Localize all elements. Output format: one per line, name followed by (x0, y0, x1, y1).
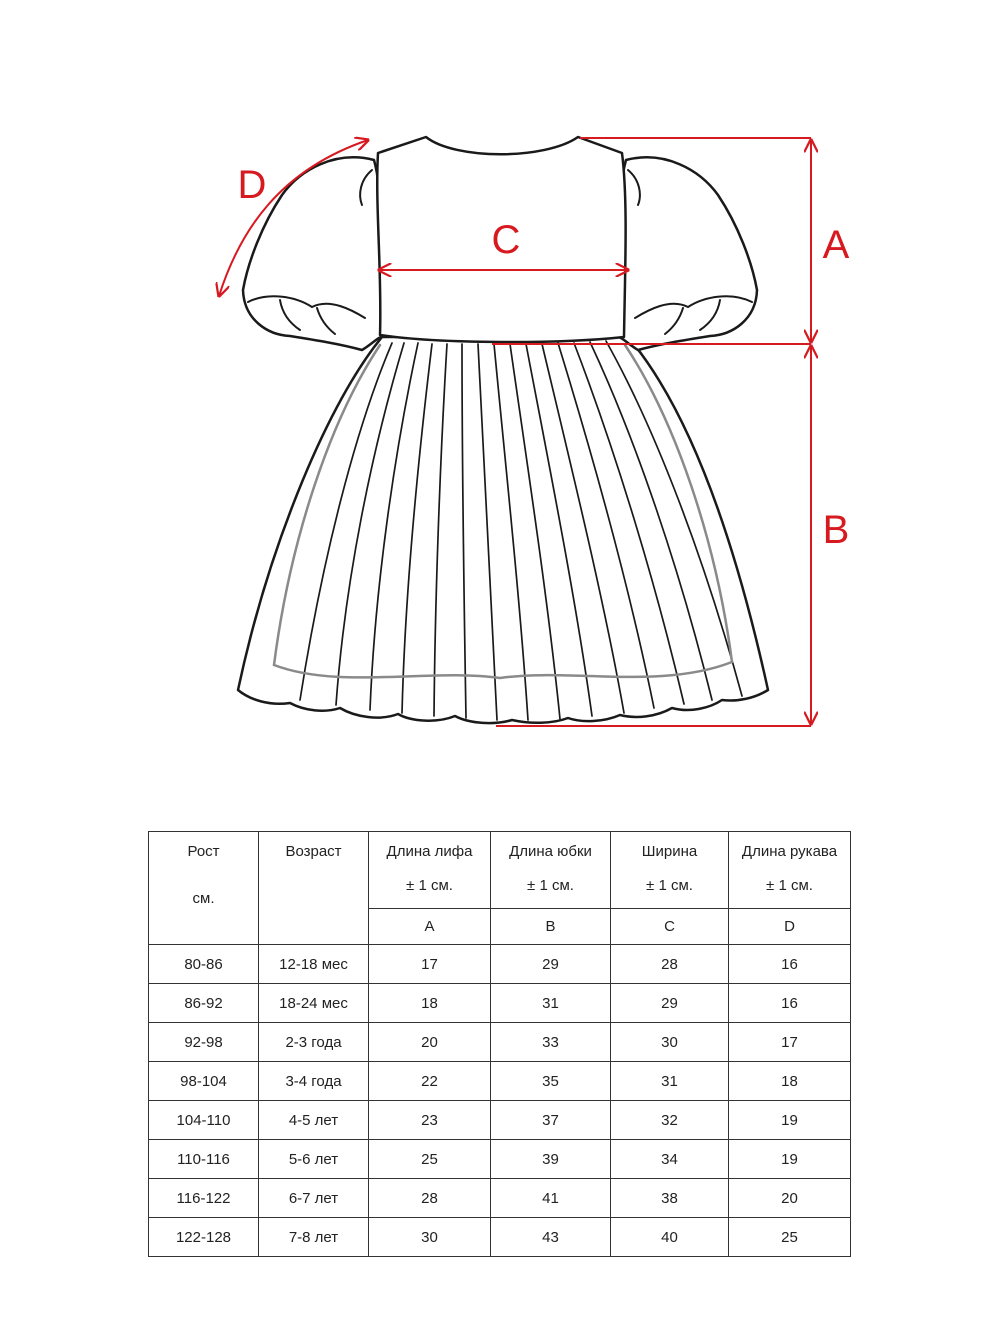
cell-age: 12-18 мес (259, 945, 369, 984)
label-d: D (237, 163, 267, 207)
header-age-label: Возраст (285, 843, 342, 860)
cell-age: 4-5 лет (259, 1101, 369, 1140)
cell-height: 80-86 (149, 945, 259, 984)
cell-sleeve: 16 (729, 984, 851, 1023)
header-bodice-tolerance: ± 1 см. (406, 877, 453, 894)
letter-b: B (491, 909, 611, 945)
cell-bodice: 20 (369, 1023, 491, 1062)
header-sleeve-label: Длина рукава (741, 843, 838, 860)
cell-skirt: 39 (491, 1140, 611, 1179)
cell-bodice: 30 (369, 1218, 491, 1257)
table-row (149, 945, 851, 984)
cell-height: 110-116 (149, 1140, 259, 1179)
header-sleeve (729, 832, 851, 909)
cell-bodice: 28 (369, 1179, 491, 1218)
cell-skirt: 43 (491, 1218, 611, 1257)
cell-width: 31 (611, 1062, 729, 1101)
cell-sleeve: 18 (729, 1062, 851, 1101)
letter-d: D (729, 909, 851, 945)
cell-skirt: 33 (491, 1023, 611, 1062)
cell-age: 6-7 лет (259, 1179, 369, 1218)
cell-age: 7-8 лет (259, 1218, 369, 1257)
cell-sleeve: 25 (729, 1218, 851, 1257)
cell-width: 40 (611, 1218, 729, 1257)
cell-bodice: 18 (369, 984, 491, 1023)
table-row (149, 1023, 851, 1062)
cell-age: 5-6 лет (259, 1140, 369, 1179)
label-b: B (822, 508, 850, 552)
skirt-outline (238, 337, 768, 723)
cell-height: 86-92 (149, 984, 259, 1023)
cell-width: 28 (611, 945, 729, 984)
header-skirt-label: Длина юбки (509, 843, 592, 860)
header-skirt (491, 832, 611, 909)
header-width-tolerance: ± 1 см. (646, 877, 693, 894)
cell-skirt: 41 (491, 1179, 611, 1218)
letter-a: A (369, 909, 491, 945)
cell-bodice: 23 (369, 1101, 491, 1140)
table-row (149, 1062, 851, 1101)
cell-skirt: 31 (491, 984, 611, 1023)
header-skirt-tolerance: ± 1 см. (527, 877, 574, 894)
letter-c: C (611, 909, 729, 945)
cell-height: 104-110 (149, 1101, 259, 1140)
cell-width: 34 (611, 1140, 729, 1179)
cell-skirt: 35 (491, 1062, 611, 1101)
header-sleeve-tolerance: ± 1 см. (766, 877, 813, 894)
header-height-unit: см. (192, 890, 215, 907)
cell-skirt: 37 (491, 1101, 611, 1140)
cell-skirt: 29 (491, 945, 611, 984)
cell-width: 29 (611, 984, 729, 1023)
header-row (149, 832, 851, 909)
cell-sleeve: 19 (729, 1140, 851, 1179)
cell-width: 32 (611, 1101, 729, 1140)
cell-height: 92-98 (149, 1023, 259, 1062)
cell-bodice: 25 (369, 1140, 491, 1179)
cell-sleeve: 17 (729, 1023, 851, 1062)
header-height-label: Рост (187, 843, 220, 860)
header-height (149, 832, 259, 945)
cell-age: 3-4 года (259, 1062, 369, 1101)
cell-height: 98-104 (149, 1062, 259, 1101)
table-row (149, 984, 851, 1023)
header-width (611, 832, 729, 909)
table-row (149, 1101, 851, 1140)
cell-bodice: 17 (369, 945, 491, 984)
cell-height: 122-128 (149, 1218, 259, 1257)
label-a: A (822, 223, 850, 267)
size-chart-table (148, 831, 851, 1257)
label-c: C (491, 218, 521, 262)
cell-height: 116-122 (149, 1179, 259, 1218)
cell-sleeve: 19 (729, 1101, 851, 1140)
table-row (149, 1218, 851, 1257)
header-bodice-label: Длина лифа (386, 843, 473, 860)
cell-width: 30 (611, 1023, 729, 1062)
cell-bodice: 22 (369, 1062, 491, 1101)
header-bodice (369, 832, 491, 909)
cell-sleeve: 20 (729, 1179, 851, 1218)
cell-sleeve: 16 (729, 945, 851, 984)
cell-width: 38 (611, 1179, 729, 1218)
table-row (149, 1140, 851, 1179)
cell-age: 18-24 мес (259, 984, 369, 1023)
header-age (259, 832, 369, 945)
table-body (149, 945, 851, 1257)
table-row (149, 1179, 851, 1218)
cell-age: 2-3 года (259, 1023, 369, 1062)
header-width-label: Ширина (641, 843, 698, 860)
